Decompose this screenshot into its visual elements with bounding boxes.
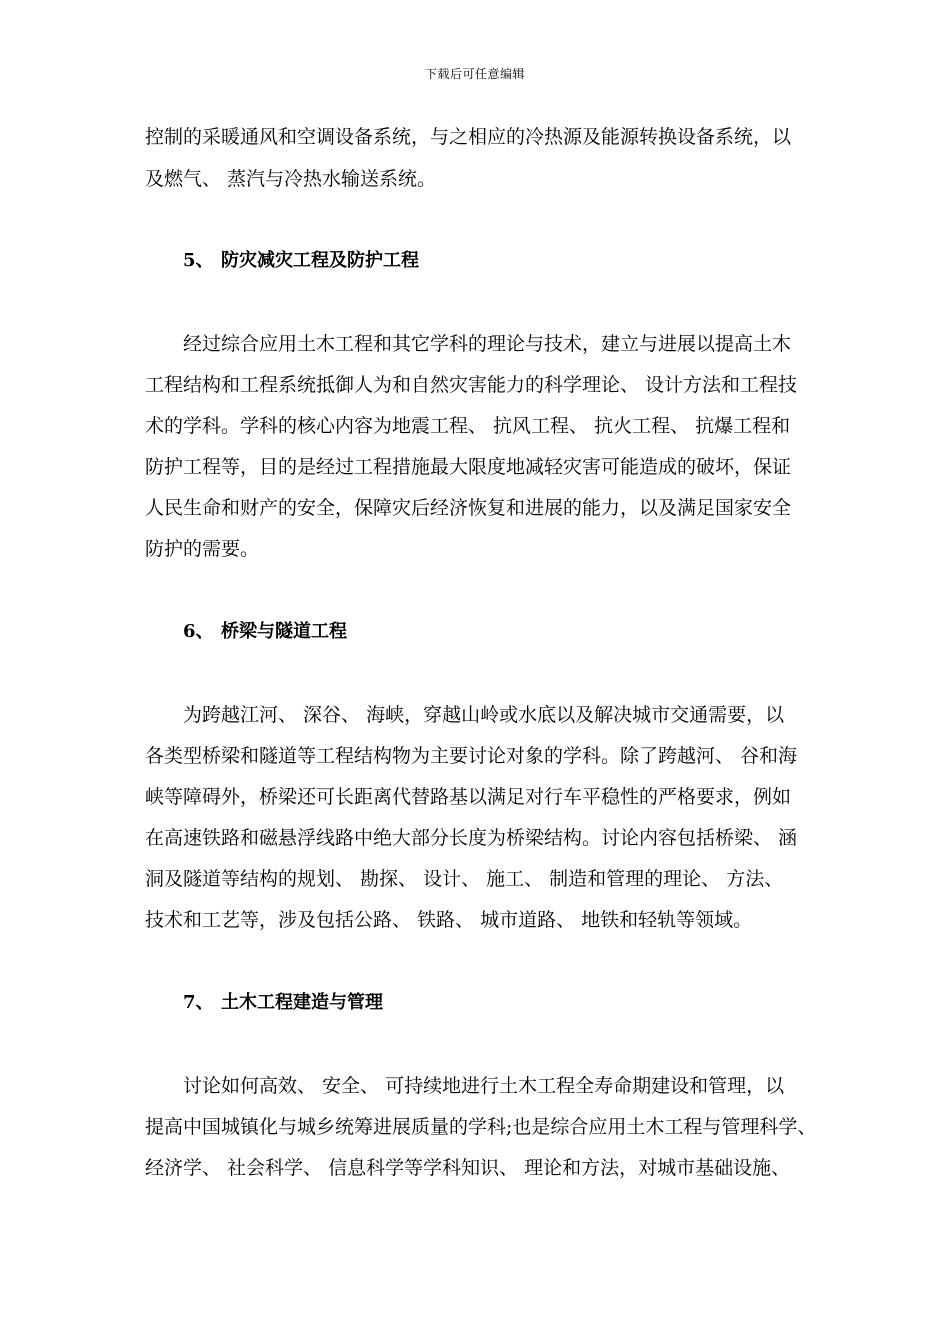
paragraph-line: 人民生命和财产的安全，保障灾后经济恢复和进展的能力，以及满足国家安全 — [145, 497, 792, 519]
paragraph-line: 峡等障碍外，桥梁还可长距离代替路基以满足对行车平稳性的严格要求，例如 — [145, 786, 792, 808]
section-heading-5 — [183, 248, 419, 274]
paragraph-line: 各类型桥梁和隧道等工程结构物为主要讨论对象的学科。除了跨越河、 谷和海 — [145, 745, 798, 767]
section-heading-7 — [183, 990, 383, 1016]
section-heading-6 — [183, 619, 347, 645]
paragraph-line: 经济学、 社会科学、 信息科学等学科知识、 理论和方法，对城市基础设施、 — [145, 1157, 791, 1179]
paragraph-line: 讨论如何高效、 安全、 可持续地进行土木工程全寿命期建设和管理，以 — [145, 1075, 785, 1097]
paragraph-line: 工程结构和工程系统抵御人为和自然灾害能力的科学理论、 设计方法和工程技 — [145, 374, 798, 396]
section-title: 防灾减灾工程及防护工程 — [221, 250, 419, 271]
section-number: 5、 — [183, 250, 214, 271]
paragraph-line: 经过综合应用土木工程和其它学科的理论与技术，建立与进展以提高土木 — [145, 333, 792, 355]
paragraph-line: 术的学科。学科的核心内容为地震工程、 抗风工程、 抗火工程、 抗爆工程和 — [145, 415, 791, 437]
paragraph-line: 为跨越江河、 深谷、 海峡，穿越山岭或水底以及解决城市交通需要，以 — [145, 704, 785, 726]
paragraph-line: 防护的需要。 — [145, 538, 260, 560]
section-title: 桥梁与隧道工程 — [221, 621, 347, 642]
page-header: 下载后可任意编辑 — [424, 67, 525, 81]
section-number: 6、 — [183, 621, 214, 642]
paragraph-line: 及燃气、 蒸汽与冷热水输送系统。 — [145, 168, 437, 190]
paragraph-line: 洞及隧道等结构的规划、 勘探、 设计、 施工、 制造和管理的理论、 方法、 — [145, 868, 784, 890]
paragraph-line: 控制的采暖通风和空调设备系统，与之相应的冷热源及能源转换设备系统，以 — [145, 126, 792, 148]
paragraph-line: 防护工程等，目的是经过工程措施最大限度地减轻灾害可能造成的破坏，保证 — [145, 456, 792, 478]
paragraph-line: 提高中国城镇化与城乡统筹进展质量的学科;也是综合应用土木工程与管理科学、 — [145, 1116, 817, 1138]
paragraph-line: 技术和工艺等，涉及包括公路、 铁路、 城市道路、 地铁和轻轨等领域。 — [145, 909, 753, 931]
section-number: 7、 — [183, 992, 214, 1013]
section-title: 土木工程建造与管理 — [221, 992, 383, 1013]
paragraph-line: 在高速铁路和磁悬浮线路中绝大部分长度为桥梁结构。讨论内容包括桥梁、 涵 — [145, 827, 798, 849]
